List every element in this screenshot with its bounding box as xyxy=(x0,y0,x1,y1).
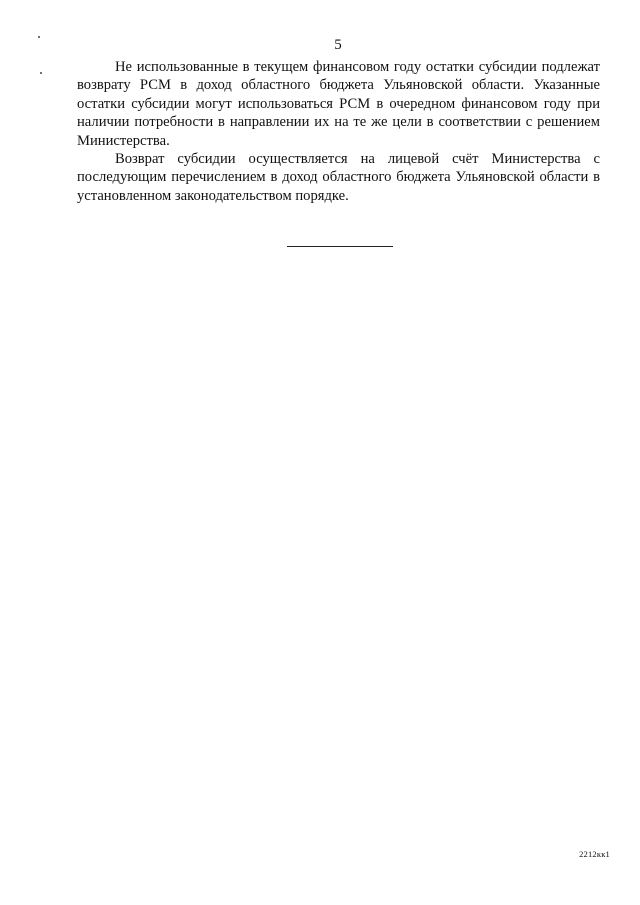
end-separator-line xyxy=(287,246,393,247)
paragraph-subsidy-remainder: Не использованные в текущем финансовом году остатки субсидии подлежат возврату РСМ в доход областного бюджета Ульяновской области. Указанные остатки субсидии могут использоваться РСМ в очередном финансовом году при наличии потребности в направлении их на те же цели в соответствии с решением Министерства. xyxy=(77,59,600,149)
paragraph-subsidy-return: Возврат субсидии осуществляется на лицевой счёт Министерства с последующим перечислением в доход областного бюджета Ульяновской области в установленном законодательством порядке. xyxy=(77,151,600,204)
scan-speck xyxy=(40,72,42,74)
page-number: 5 xyxy=(334,37,342,53)
document-code: 2212кк1 xyxy=(579,849,610,859)
body-text xyxy=(77,58,600,205)
